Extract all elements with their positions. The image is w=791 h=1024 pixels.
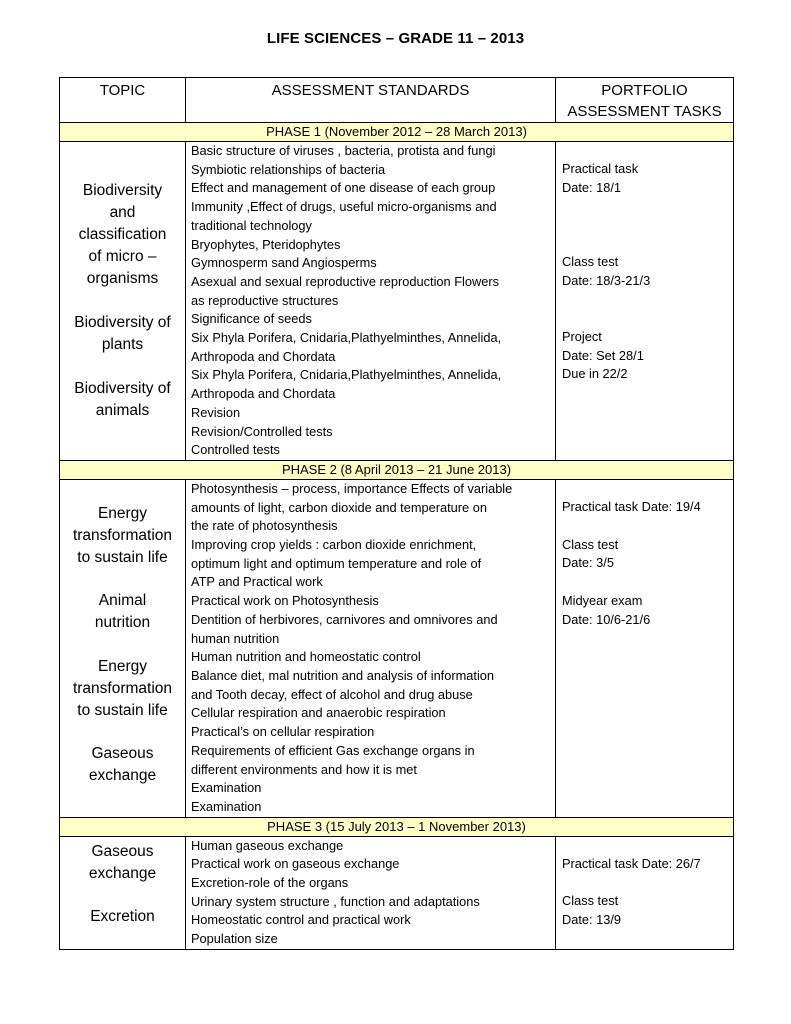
- phase-3-tasks: [556, 836, 734, 949]
- standard-line: Basic structure of viruses , bacteria, protista and fungi: [191, 143, 496, 158]
- assessment-table: [59, 77, 734, 950]
- standard-line: Examination: [191, 798, 262, 814]
- standard-line: Requirements of efficient Gas exchange organs in: [191, 742, 475, 758]
- phase-3-topics: [60, 836, 186, 949]
- topic-line: Gaseous: [91, 744, 154, 762]
- task-line: Class test: [562, 536, 619, 552]
- phase-1-standards: [186, 142, 556, 461]
- standard-line: as reproductive structures: [191, 292, 339, 308]
- standard-line: Homeostatic control and practical work: [191, 912, 411, 928]
- topic-header: TOPIC: [60, 78, 186, 123]
- standard-line: Significance of seeds: [191, 311, 312, 327]
- phase-3-standards: [186, 836, 556, 949]
- task-line: Class test: [562, 254, 619, 270]
- standard-line: Revision/Controlled tests: [191, 423, 333, 439]
- topic-group: [60, 503, 185, 569]
- standard-line: Human gaseous exchange: [191, 837, 344, 853]
- standard-line: Urinary system structure , function and adaptations: [191, 893, 480, 909]
- standard-line: Population size: [191, 931, 278, 947]
- standard-line: Six Phyla Porifera, Cnidaria,Plathyelminthes, Annelida,: [191, 367, 502, 383]
- topic-group: [60, 841, 185, 885]
- standard-line: Revision: [191, 404, 241, 420]
- standard-line: traditional technology: [191, 217, 312, 233]
- standard-line: ATP and Practical work: [191, 574, 323, 590]
- standard-line: Balance diet, mal nutrition and analysis of information: [191, 667, 495, 683]
- phase-1-topics: [60, 142, 186, 461]
- task-line: Class test: [562, 893, 619, 909]
- topic-line: Excretion: [90, 907, 155, 925]
- task-line: Date: 3/5: [562, 555, 614, 571]
- standard-line: Photosynthesis – process, importance Effects of variable: [191, 480, 513, 496]
- standard-line: Six Phyla Porifera, Cnidaria,Plathyelminthes, Annelida,: [191, 330, 502, 346]
- standard-line: and Tooth decay, effect of alcohol and drug abuse: [191, 686, 473, 702]
- task-line: Midyear exam: [562, 593, 643, 609]
- task-line: Date: 13/9: [562, 912, 622, 928]
- topic-line: transformation: [72, 526, 173, 544]
- phase-3-label: PHASE 3 (15 July 2013 – 1 November 2013): [60, 817, 734, 836]
- phase-3-content-row: [60, 836, 734, 949]
- phase-1-tasks: [556, 142, 734, 461]
- topic-line: plants: [101, 336, 144, 353]
- phase-2-topics: [60, 479, 186, 817]
- topic-group: [60, 906, 185, 928]
- standard-line: optimum light and optimum temperature and role of: [191, 555, 482, 571]
- phase-2-tasks: [556, 479, 734, 817]
- standard-line: Arthropoda and Chordata: [191, 386, 336, 402]
- topic-line: exchange: [88, 766, 157, 784]
- topic-group: [60, 180, 185, 290]
- topic-group: [60, 378, 185, 422]
- topic-group: [60, 656, 185, 722]
- phase-2-content-row: [60, 479, 734, 817]
- topic-group: [60, 743, 185, 787]
- topic-line: Energy: [97, 504, 148, 522]
- standard-line: Human nutrition and homeostatic control: [191, 649, 421, 665]
- standard-line: Practical’s on cellular respiration: [191, 724, 375, 740]
- task-line: Practical task: [562, 161, 639, 176]
- standard-line: different environments and how it is met: [191, 761, 417, 777]
- portfolio-header: [556, 78, 734, 123]
- table-header-row: [60, 78, 734, 123]
- topic-line: Biodiversity of: [74, 380, 171, 397]
- standard-line: Symbiotic relationships of bacteria: [191, 161, 386, 177]
- phase-1-label: PHASE 1 (November 2012 – 28 March 2013): [60, 123, 734, 142]
- standard-line: Gymnosperm sand Angiosperms: [191, 255, 377, 271]
- topic-line: of micro –: [88, 248, 157, 265]
- topic-line: organisms: [86, 270, 159, 287]
- phase-2-standards: [186, 479, 556, 817]
- task-line: Date: 18/1: [562, 179, 622, 195]
- topic-line: to sustain life: [77, 548, 168, 566]
- topic-line: nutrition: [94, 613, 151, 631]
- standard-line: Practical work on gaseous exchange: [191, 856, 400, 872]
- topic-line: transformation: [72, 679, 173, 697]
- standard-line: Controlled tests: [191, 442, 280, 458]
- task-line: Date: Set 28/1: [562, 347, 644, 363]
- phase-row: [60, 460, 734, 479]
- standard-line: Improving crop yields : carbon dioxide enrichment,: [191, 537, 477, 553]
- topic-line: Biodiversity: [82, 182, 163, 199]
- standard-line: Asexual and sexual reproductive reproduction Flowers: [191, 273, 500, 289]
- portfolio-header-line-1: PORTFOLIO: [601, 82, 688, 99]
- standard-line: the rate of photosynthesis: [191, 518, 338, 534]
- topic-line: animals: [95, 402, 150, 419]
- page-title: LIFE SCIENCES – GRADE 11 – 2013: [266, 30, 525, 47]
- standard-line: Excretion-role of the organs: [191, 875, 349, 891]
- task-line: Date: 18/3-21/3: [562, 273, 651, 289]
- topic-line: Energy: [97, 657, 148, 675]
- topic-group: [60, 590, 185, 634]
- topic-line: Biodiversity of: [74, 314, 171, 331]
- topic-line: Animal: [98, 591, 147, 609]
- portfolio-header-line-2: ASSESSMENT TASKS: [567, 103, 722, 120]
- standard-line: Dentition of herbivores, carnivores and omnivores and: [191, 611, 498, 627]
- task-line: Date: 10/6-21/6: [562, 611, 651, 627]
- topic-line: classification: [78, 226, 167, 243]
- topic-line: and: [109, 204, 136, 221]
- standard-line: Bryophytes, Pteridophytes: [191, 236, 341, 252]
- task-line: Project: [562, 328, 602, 344]
- standard-line: Immunity ,Effect of drugs, useful micro-organisms and: [191, 199, 497, 215]
- topic-group: [60, 312, 185, 356]
- standards-header: ASSESSMENT STANDARDS: [186, 78, 556, 123]
- standard-line: amounts of light, carbon dioxide and temperature on: [191, 499, 487, 515]
- phase-2-label: PHASE 2 (8 April 2013 – 21 June 2013): [60, 460, 734, 479]
- standard-line: human nutrition: [191, 630, 280, 646]
- standard-line: Arthropoda and Chordata: [191, 348, 336, 364]
- topic-line: Gaseous: [91, 842, 154, 860]
- phase-1-content-row: [60, 142, 734, 461]
- task-line: Practical task Date: 26/7: [562, 855, 701, 871]
- topic-line: exchange: [88, 864, 157, 882]
- standard-line: Examination: [191, 780, 262, 796]
- standard-line: Effect and management of one disease of each group: [191, 180, 496, 196]
- standard-line: Practical work on Photosynthesis: [191, 593, 379, 609]
- task-line: Practical task Date: 19/4: [562, 498, 701, 514]
- task-line: Due in 22/2: [562, 366, 628, 382]
- phase-row: [60, 123, 734, 142]
- standard-line: Cellular respiration and anaerobic respiration: [191, 705, 446, 721]
- topic-line: to sustain life: [77, 701, 168, 719]
- phase-row: [60, 817, 734, 836]
